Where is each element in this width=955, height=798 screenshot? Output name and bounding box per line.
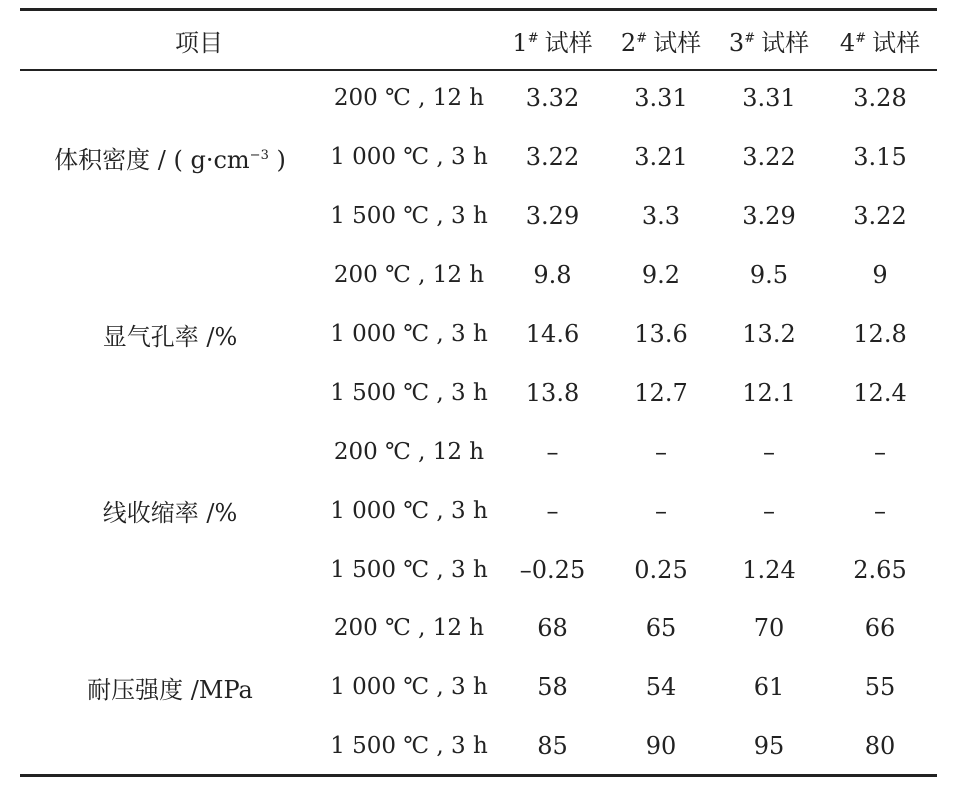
value-cell-sample-4: 80 [864,732,896,761]
value-cell-sample-3: 12.1 [742,378,796,407]
value-cell-sample-4: 2.65 [853,555,907,584]
value-cell-sample-2: 65 [645,614,677,643]
value-cell-sample-3: – [763,496,775,525]
header-sample-3: 3# 试样 [728,28,810,57]
value-cell-sample-1: 3.29 [525,202,580,231]
condition-label: 200 ℃ , 12 h [333,615,485,642]
value-cell-sample-4: 3.22 [853,202,907,231]
row-label-cell [20,540,498,599]
value-cell-sample-4: 3.15 [853,143,907,172]
condition-label: 1 000 ℃ , 3 h [330,321,488,347]
property-name: 显气孔率 /% [102,322,238,351]
value-cell-sample-2: 9.2 [641,261,681,290]
header-sample-2: 2# 试样 [620,28,702,57]
value-cell-sample-4: – [874,496,886,525]
value-cell-sample-1: 85 [537,732,568,761]
table-row [20,599,937,658]
value-cell-sample-1: 68 [537,614,568,643]
value-cell-sample-3: 61 [753,673,785,702]
value-cell-sample-2: 54 [645,673,677,702]
value-cell-sample-2: – [655,496,667,525]
row-label-cell [20,305,498,364]
table-row [20,717,937,776]
condition-label: 1 500 ℃ , 3 h [330,733,488,760]
table-row [20,128,937,187]
value-cell-sample-1: – [546,496,559,525]
row-label-cell [20,363,498,422]
condition-label: 200 ℃ , 12 h [333,262,485,289]
row-label-cell [20,717,498,776]
value-cell-sample-3: 95 [753,732,785,761]
value-cell-sample-2: 90 [645,732,677,761]
value-cell-sample-4: 12.8 [853,320,907,348]
value-cell-sample-2: 3.3 [641,202,681,231]
condition-label: 1 000 ℃ , 3 h [330,497,488,524]
table-row [20,69,937,128]
condition-label: 1 500 ℃ , 3 h [330,203,488,230]
row-label-cell [20,246,498,305]
property-name: 体积密度 / ( $g\cdot cm^{-3}$ ) [54,145,286,174]
table-row [20,481,937,540]
condition-label: 200 ℃ , 12 h [333,85,485,112]
value-cell-sample-1: 3.32 [525,84,580,113]
value-cell-sample-1: 3.22 [525,143,580,172]
value-cell-sample-1: 13.8 [525,378,580,407]
row-label-cell [20,658,498,717]
value-cell-sample-1: – [546,437,559,466]
condition-label: 1 500 ℃ , 3 h [330,379,488,406]
properties-table [20,11,937,776]
value-cell-sample-3: 1.24 [742,555,796,584]
table-header-row [20,11,937,69]
table-row [20,422,937,481]
value-cell-sample-2: 0.25 [634,555,688,584]
value-cell-sample-1: 9.8 [533,261,572,290]
header-sample-1: 1# 试样 [512,28,593,57]
row-label-cell [20,69,498,128]
row-label-cell [20,599,498,658]
row-label-cell [20,481,498,540]
value-cell-sample-3: 13.2 [742,320,796,348]
condition-label: 1 000 ℃ , 3 h [330,144,488,171]
value-cell-sample-3: 3.31 [742,84,796,113]
table-row [20,187,937,246]
value-cell-sample-4: 3.28 [853,84,907,113]
table-row [20,363,937,422]
value-cell-sample-4: – [874,437,886,466]
value-cell-sample-4: 66 [864,614,896,643]
value-cell-sample-2: 3.21 [634,143,688,172]
value-cell-sample-2: 3.31 [634,84,688,113]
table-row [20,305,937,364]
row-label-cell [20,422,498,481]
property-name: 线收缩率 /% [102,499,238,528]
value-cell-sample-2: – [655,437,667,466]
row-label-cell [20,187,498,246]
condition-label: 1 500 ℃ , 3 h [330,556,488,583]
value-cell-sample-3: 9.5 [749,261,789,290]
value-cell-sample-3: 3.29 [742,202,796,231]
value-cell-sample-4: 55 [864,673,896,702]
value-cell-sample-4: 9 [872,261,888,290]
value-cell-sample-2: 12.7 [634,378,688,407]
table-row [20,658,937,717]
condition-label: 200 ℃ , 12 h [333,438,485,465]
property-name: 耐压强度 /MPa [87,675,253,704]
condition-label: 1 000 ℃ , 3 h [330,674,488,701]
value-cell-sample-1: 14.6 [525,320,580,348]
value-cell-sample-1: 58 [537,673,568,702]
value-cell-sample-3: 3.22 [742,143,796,172]
value-cell-sample-4: 12.4 [853,378,907,407]
value-cell-sample-3: 70 [753,614,785,643]
row-label-cell [20,128,498,187]
header-item: 项目 [175,28,223,57]
value-cell-sample-3: – [763,437,775,466]
table-row [20,246,937,305]
value-cell-sample-1: –0.25 [519,555,586,584]
header-sample-4: 4# 试样 [839,28,921,57]
value-cell-sample-2: 13.6 [634,320,688,348]
table-row [20,540,937,599]
